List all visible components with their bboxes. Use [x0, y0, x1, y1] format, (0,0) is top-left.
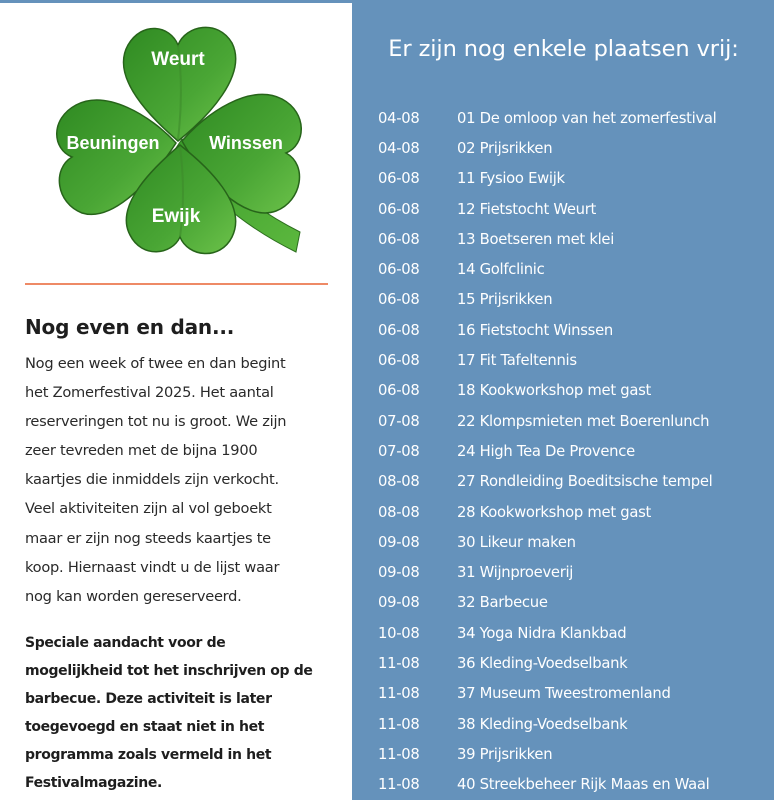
intro-line: kaartjes die inmiddels zijn verkocht. — [25, 471, 279, 489]
leaf-label-ewijk: Ewijk — [151, 206, 201, 227]
activity-date: 11-08 — [378, 715, 420, 733]
activity-row — [378, 648, 770, 678]
activity-row — [378, 618, 770, 648]
activity-row — [378, 164, 770, 194]
activity-row — [378, 194, 770, 224]
intro-line: Veel aktiviteiten zijn al vol geboekt — [25, 500, 272, 518]
clover-logo — [50, 17, 312, 267]
activity-row — [378, 315, 770, 345]
activity-name: 17 Fit Tafeltennis — [457, 352, 577, 370]
intro-line: zeer tevreden met de bijna 1900 — [25, 442, 258, 460]
intro-line: Nog een week of twee en dan begint — [25, 355, 286, 372]
activity-row — [378, 376, 770, 406]
activity-row — [378, 345, 770, 375]
activity-row — [378, 254, 770, 284]
intro-line: reserveringen tot nu is groot. We zijn — [25, 413, 287, 431]
activity-row — [378, 285, 770, 315]
notice-line: programma zoals vermeld in het — [25, 747, 272, 763]
leaf-label-weurt: Weurt — [151, 49, 205, 70]
activity-date: 04-08 — [378, 109, 420, 127]
activity-date: 06-08 — [378, 170, 420, 188]
activity-row — [378, 739, 770, 769]
activity-row — [378, 679, 770, 709]
activity-row — [378, 497, 770, 527]
activity-list — [378, 103, 770, 800]
leaf-label-winssen: Winssen — [209, 133, 283, 153]
activity-date: 06-08 — [378, 200, 420, 218]
activity-date: 11-08 — [378, 685, 420, 703]
activity-date: 06-08 — [378, 261, 420, 279]
activity-row — [378, 224, 770, 254]
activity-name: 31 Wijnproeverij — [457, 564, 574, 582]
intro-paragraph — [25, 349, 340, 611]
activity-name: 01 De omloop van het zomerfestival — [457, 109, 717, 127]
activity-date: 11-08 — [378, 745, 420, 763]
availability-title: Er zijn nog enkele plaatsen vrij: — [388, 36, 739, 62]
leaf-label-beuningen: Beuningen — [66, 133, 160, 153]
activity-name: 16 Fietstocht Winssen — [457, 321, 613, 339]
notice-line: Speciale aandacht voor de — [25, 635, 226, 651]
activity-name: 32 Barbecue — [457, 594, 548, 612]
activity-name: 15 Prijsrikken — [457, 291, 553, 309]
activity-date: 09-08 — [378, 594, 420, 612]
clover-icon — [50, 17, 312, 267]
activity-date: 10-08 — [378, 624, 420, 642]
activity-date: 09-08 — [378, 564, 420, 582]
section-divider — [25, 283, 328, 285]
intro-line: nog kan worden gereserveerd. — [25, 587, 242, 605]
activity-name: 28 Kookworkshop met gast — [457, 503, 652, 521]
activity-name: 30 Likeur maken — [457, 533, 576, 551]
activity-name: 38 Kleding-Voedselbank — [457, 715, 628, 733]
activity-date: 06-08 — [378, 291, 420, 309]
activity-name: 02 Prijsrikken — [457, 139, 553, 157]
activity-date: 11-08 — [378, 654, 420, 672]
activity-row — [378, 103, 770, 133]
activity-row — [378, 133, 770, 163]
activity-name: 11 Fysioo Ewijk — [457, 170, 565, 188]
activity-date: 04-08 — [378, 139, 420, 157]
activity-name: 34 Yoga Nidra Klankbad — [457, 624, 627, 642]
activity-date: 07-08 — [378, 412, 420, 430]
barbecue-notice — [25, 629, 345, 797]
notice-line: barbecue. Deze activiteit is later — [25, 691, 272, 707]
activity-name: 40 Streekbeheer Rijk Maas en Waal — [457, 776, 710, 794]
notice-line: Festivalmagazine. — [25, 775, 162, 791]
activity-row — [378, 709, 770, 739]
activity-date: 06-08 — [378, 352, 420, 370]
activity-name: 39 Prijsrikken — [457, 745, 553, 763]
activity-date: 08-08 — [378, 473, 420, 491]
activity-name: 36 Kleding-Voedselbank — [457, 654, 628, 672]
activity-row — [378, 770, 770, 800]
activity-name: 22 Klompsmieten met Boerenlunch — [457, 412, 710, 430]
intro-panel — [0, 3, 352, 800]
activity-row — [378, 467, 770, 497]
activity-date: 06-08 — [378, 321, 420, 339]
activity-name: 27 Rondleiding Boeditsische tempel — [457, 473, 713, 491]
intro-line: koop. Hiernaast vindt u de lijst waar — [25, 558, 280, 576]
activity-row — [378, 527, 770, 557]
activity-date: 06-08 — [378, 382, 420, 400]
activity-name: 13 Boetseren met klei — [457, 230, 615, 248]
activity-date: 11-08 — [378, 776, 420, 794]
activity-name: 14 Golfclinic — [457, 261, 545, 279]
activity-name: 12 Fietstocht Weurt — [457, 200, 596, 218]
notice-line: mogelijkheid tot het inschrijven op de — [25, 663, 313, 679]
notice-line: toegevoegd en staat niet in het — [25, 719, 265, 735]
activity-row — [378, 406, 770, 436]
intro-line: het Zomerfestival 2025. Het aantal — [25, 384, 274, 402]
activity-row — [378, 436, 770, 466]
activity-date: 06-08 — [378, 230, 420, 248]
activity-date: 08-08 — [378, 503, 420, 521]
activity-name: 18 Kookworkshop met gast — [457, 382, 652, 400]
intro-line: maar er zijn nog steeds kaartjes te — [25, 529, 271, 547]
activity-date: 07-08 — [378, 442, 420, 460]
activity-name: 24 High Tea De Provence — [457, 442, 635, 460]
activity-row — [378, 557, 770, 587]
activity-name: 37 Museum Tweestromenland — [457, 685, 671, 703]
intro-heading: Nog even en dan... — [25, 315, 235, 339]
activity-date: 09-08 — [378, 533, 420, 551]
activity-row — [378, 588, 770, 618]
